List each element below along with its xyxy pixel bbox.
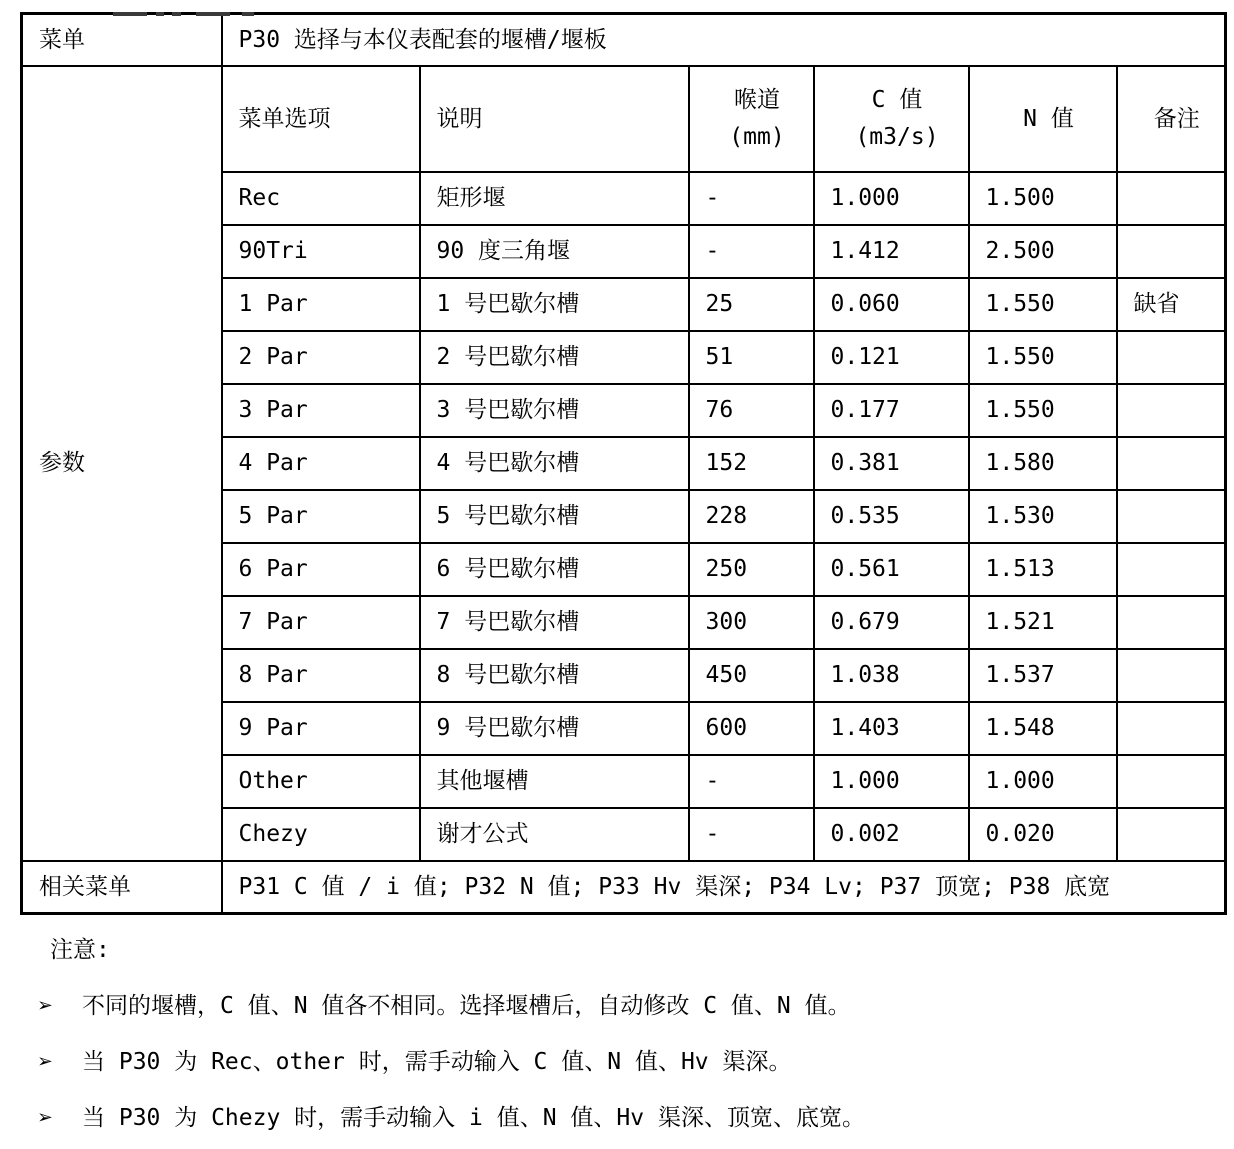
cell-option: 9 Par	[222, 702, 420, 755]
cell-description: 5 号巴歇尔槽	[420, 490, 689, 543]
related-label-cell: 相关菜单	[22, 861, 222, 914]
cell-remark	[1117, 596, 1226, 649]
cell-remark	[1117, 490, 1226, 543]
header-throat-line1: 喉道	[734, 87, 780, 114]
cell-option: 5 Par	[222, 490, 420, 543]
cell-description: 矩形堰	[420, 172, 689, 225]
table-row-related	[22, 861, 1226, 914]
clipped-text-fragment	[172, 12, 181, 16]
cell-n-value: 0.020	[969, 808, 1117, 861]
notes-title: 注意:	[50, 937, 110, 963]
cell-n-value: 1.530	[969, 490, 1117, 543]
cell-c-value: 0.002	[814, 808, 969, 861]
note-item	[38, 1103, 1234, 1133]
arrow-bullet-icon: ➢	[38, 1103, 54, 1132]
cell-throat: 300	[689, 596, 814, 649]
header-description: 说明	[420, 66, 689, 172]
related-value-cell: P31 C 值 / i 值; P32 N 值; P33 Hv 渠深; P34 Lv; P37 顶宽; P38 底宽	[222, 861, 1226, 914]
note-item	[38, 991, 1234, 1021]
cell-option: 8 Par	[222, 649, 420, 702]
cell-remark: 缺省	[1117, 278, 1226, 331]
cell-remark	[1117, 437, 1226, 490]
cell-n-value: 1.513	[969, 543, 1117, 596]
header-n-value: N 值	[969, 66, 1117, 172]
cell-option: 7 Par	[222, 596, 420, 649]
cell-remark	[1117, 225, 1226, 278]
cell-throat: -	[689, 808, 814, 861]
cell-c-value: 0.561	[814, 543, 969, 596]
cell-description: 6 号巴歇尔槽	[420, 543, 689, 596]
cell-option: 2 Par	[222, 331, 420, 384]
cell-description: 90 度三角堰	[420, 225, 689, 278]
clipped-text-fragment	[196, 12, 230, 16]
cell-remark	[1117, 649, 1226, 702]
cell-n-value: 1.550	[969, 331, 1117, 384]
cell-remark	[1117, 384, 1226, 437]
note-text: 当 P30 为 Chezy 时，需手动输入 i 值、N 值、Hv 渠深、顶宽、底宽。	[82, 1105, 865, 1131]
cell-c-value: 0.679	[814, 596, 969, 649]
cell-throat: 250	[689, 543, 814, 596]
arrow-bullet-icon: ➢	[38, 1047, 54, 1076]
header-option: 菜单选项	[222, 66, 420, 172]
cell-remark	[1117, 543, 1226, 596]
cell-description: 其他堰槽	[420, 755, 689, 808]
cell-option: 4 Par	[222, 437, 420, 490]
cell-n-value: 1.550	[969, 278, 1117, 331]
cell-option: 6 Par	[222, 543, 420, 596]
cell-c-value: 0.177	[814, 384, 969, 437]
cell-c-value: 1.000	[814, 755, 969, 808]
note-text: 不同的堰槽，C 值、N 值各不相同。选择堰槽后，自动修改 C 值、N 值。	[82, 993, 851, 1019]
cell-option: 3 Par	[222, 384, 420, 437]
cell-throat: 152	[689, 437, 814, 490]
cell-description: 7 号巴歇尔槽	[420, 596, 689, 649]
header-c-value	[814, 66, 969, 172]
cell-throat: 25	[689, 278, 814, 331]
cell-n-value: 1.537	[969, 649, 1117, 702]
cell-n-value: 1.580	[969, 437, 1117, 490]
clipped-text-fragment	[242, 12, 254, 16]
cell-option: 90Tri	[222, 225, 420, 278]
cell-c-value: 0.060	[814, 278, 969, 331]
cell-description: 3 号巴歇尔槽	[420, 384, 689, 437]
cell-c-value: 1.000	[814, 172, 969, 225]
cell-option: Chezy	[222, 808, 420, 861]
cell-n-value: 2.500	[969, 225, 1117, 278]
arrow-bullet-icon: ➢	[38, 991, 54, 1020]
cell-c-value: 1.412	[814, 225, 969, 278]
cell-throat: 600	[689, 702, 814, 755]
cell-n-value: 1.000	[969, 755, 1117, 808]
cell-n-value: 1.500	[969, 172, 1117, 225]
cell-throat: 76	[689, 384, 814, 437]
cell-throat: -	[689, 172, 814, 225]
cell-remark	[1117, 808, 1226, 861]
cell-c-value: 0.381	[814, 437, 969, 490]
cell-description: 8 号巴歇尔槽	[420, 649, 689, 702]
cell-option: Other	[222, 755, 420, 808]
p30-menu-table	[20, 12, 1227, 915]
cell-description: 9 号巴歇尔槽	[420, 702, 689, 755]
cell-c-value: 0.121	[814, 331, 969, 384]
cell-throat: 450	[689, 649, 814, 702]
cell-description: 1 号巴歇尔槽	[420, 278, 689, 331]
cell-description: 2 号巴歇尔槽	[420, 331, 689, 384]
header-c-line2: (m3/s)	[855, 124, 939, 150]
note-item	[38, 1047, 1234, 1077]
cell-remark	[1117, 172, 1226, 225]
cell-n-value: 1.550	[969, 384, 1117, 437]
param-label-cell: 参数	[22, 66, 222, 861]
note-text: 当 P30 为 Rec、other 时，需手动输入 C 值、N 值、Hv 渠深。	[82, 1049, 792, 1075]
cell-c-value: 1.038	[814, 649, 969, 702]
notes-section	[38, 935, 1234, 1133]
cell-description: 4 号巴歇尔槽	[420, 437, 689, 490]
cell-throat: 51	[689, 331, 814, 384]
cell-n-value: 1.548	[969, 702, 1117, 755]
cell-remark	[1117, 331, 1226, 384]
header-remark: 备注	[1117, 66, 1226, 172]
clipped-text-fragment	[156, 12, 164, 16]
cell-throat: -	[689, 225, 814, 278]
header-throat	[689, 66, 814, 172]
cell-throat: -	[689, 755, 814, 808]
cell-c-value: 0.535	[814, 490, 969, 543]
menu-label-cell: 菜单	[22, 14, 222, 67]
cell-remark	[1117, 702, 1226, 755]
cell-n-value: 1.521	[969, 596, 1117, 649]
cell-throat: 228	[689, 490, 814, 543]
menu-value-cell: P30 选择与本仪表配套的堰槽/堰板	[222, 14, 1226, 67]
table-row-menu	[22, 14, 1226, 67]
cell-c-value: 1.403	[814, 702, 969, 755]
header-c-line1: C 值	[871, 87, 923, 114]
cell-option: 1 Par	[222, 278, 420, 331]
clipped-text-fragment	[113, 12, 147, 16]
table-row-header	[22, 66, 1226, 172]
cell-description: 谢才公式	[420, 808, 689, 861]
cell-option: Rec	[222, 172, 420, 225]
cell-remark	[1117, 755, 1226, 808]
header-throat-line2: (mm)	[729, 124, 785, 150]
